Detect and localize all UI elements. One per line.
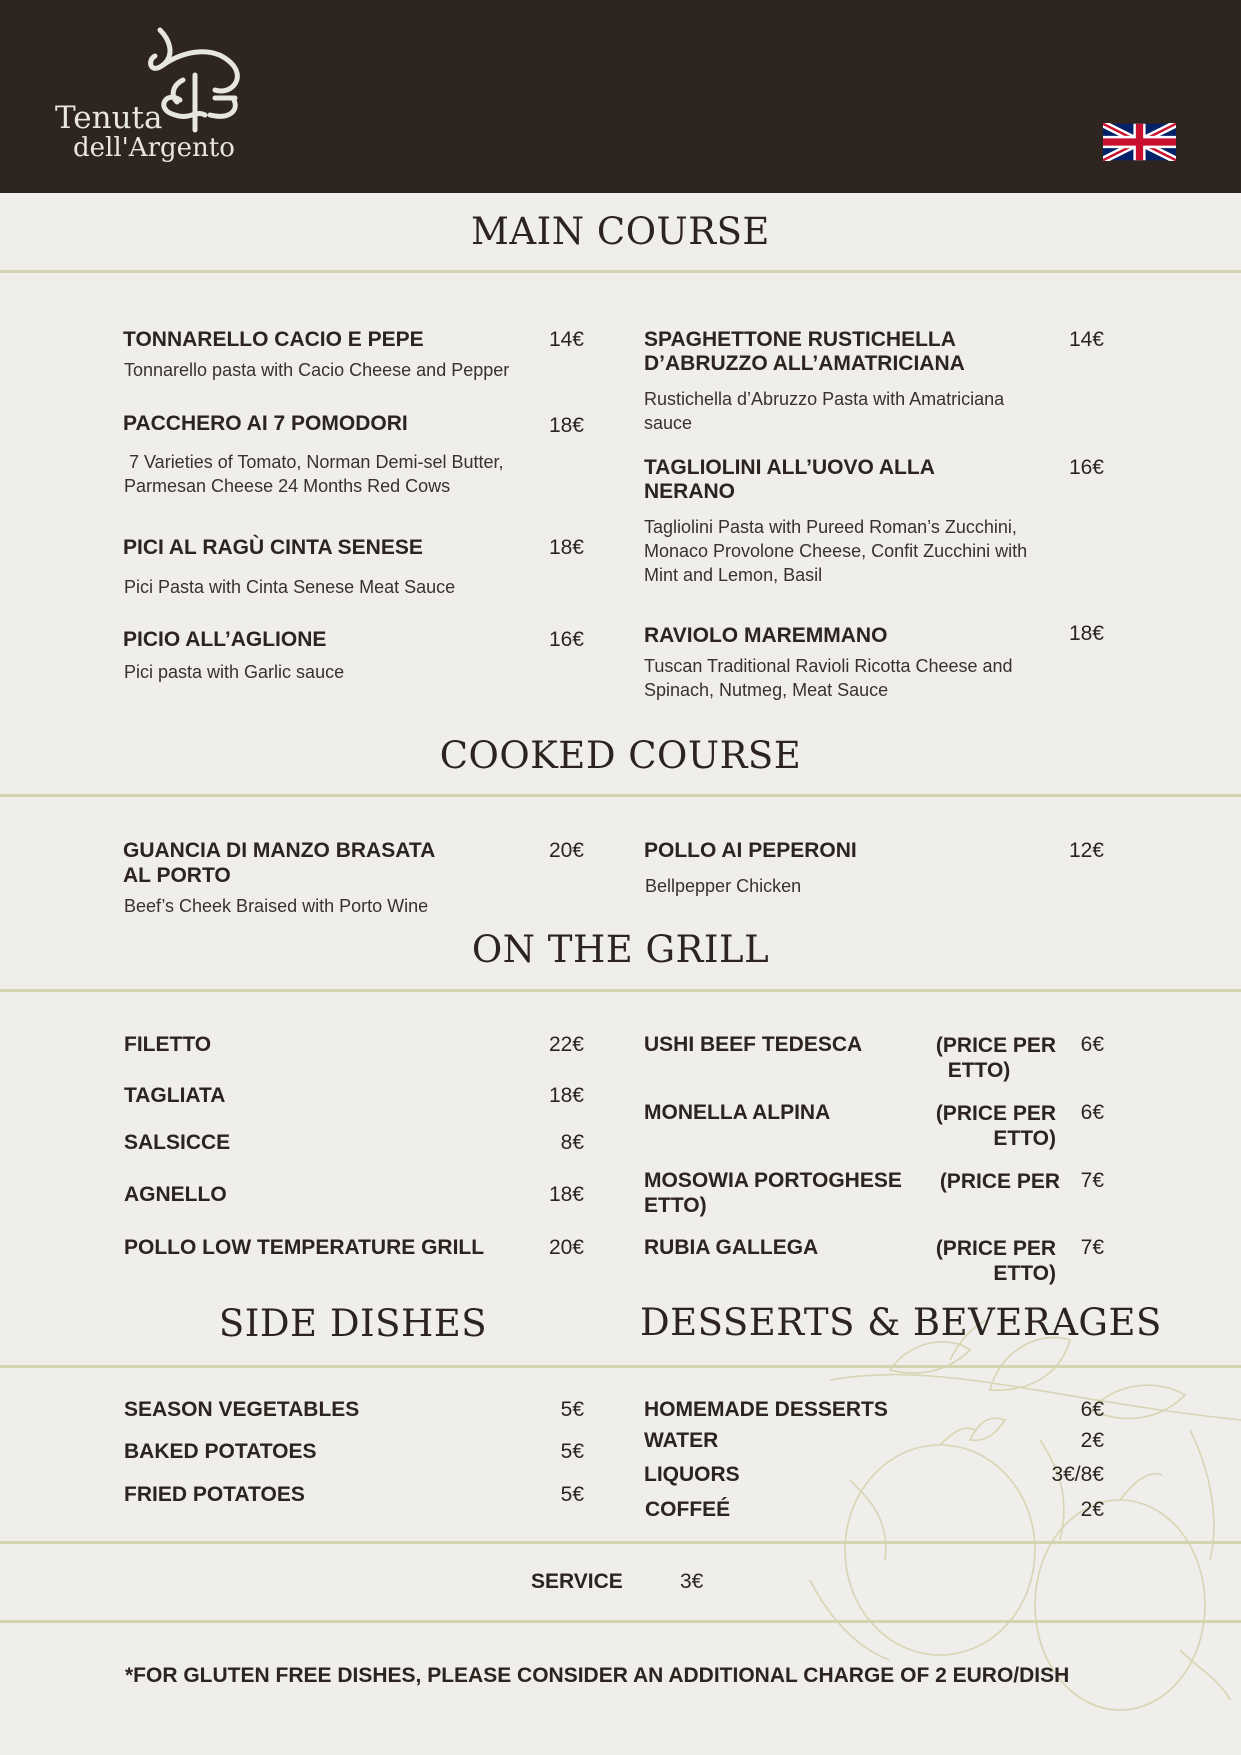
price-per-etto-label: (PRICE PER [939, 1170, 1060, 1193]
price-per-etto-label: (PRICE PER [935, 1034, 1057, 1057]
dish-price: 20€ [548, 839, 584, 862]
dish-price: 18€ [548, 536, 584, 559]
service-label: SERVICE [531, 1570, 623, 1593]
dish-name: POLLO AI PEPERONI [644, 839, 857, 862]
dish-name: SALSICCE [124, 1131, 231, 1154]
dish-description: Rustichella d’Abruzzo Pasta with Amatriciana [644, 389, 1005, 409]
dish-name: FILETTO [124, 1033, 212, 1056]
side-dish-price: 5€ [560, 1440, 584, 1463]
dish-description: Spinach, Nutmeg, Meat Sauce [644, 680, 889, 700]
dessert-name: LIQUORS [644, 1463, 740, 1486]
dish-price: 18€ [548, 1084, 584, 1107]
dessert-name: HOMEMADE DESSERTS [644, 1398, 888, 1421]
dish-price: 20€ [548, 1236, 584, 1259]
main-course-title: MAIN COURSE [471, 210, 770, 253]
dish-description: Mint and Lemon, Basil [644, 565, 823, 585]
dish-name: PICI AL RAGÙ CINTA SENESE [123, 536, 423, 559]
dish-price: 7€ [1080, 1236, 1104, 1259]
dessert-price: 2€ [1080, 1498, 1104, 1521]
dish-name: PACCHERO AI 7 POMODORI [123, 412, 408, 435]
side-dish-price: 5€ [560, 1483, 584, 1506]
dish-name: D’ABRUZZO ALL’AMATRICIANA [644, 352, 965, 375]
dish-price: 6€ [1080, 1033, 1104, 1056]
dish-name: POLLO LOW TEMPERATURE GRILL [124, 1236, 485, 1259]
dessert-name: COFFEÉ [645, 1498, 731, 1521]
dish-description: Pici Pasta with Cinta Senese Meat Sauce [124, 577, 456, 597]
dish-price: 18€ [548, 414, 584, 437]
gluten-free-note: *FOR GLUTEN FREE DISHES, PLEASE CONSIDER AN ADDITIONAL CHARGE OF 2 EURO/DISH [125, 1664, 1070, 1687]
dish-name: RUBIA GALLEGA [644, 1236, 819, 1259]
price-per-etto-label: ETTO) [993, 1262, 1056, 1285]
dish-description: Beef’s Cheek Braised with Porto Wine [124, 896, 429, 916]
price-per-etto-label: (PRICE PER [935, 1102, 1056, 1125]
dish-price: 22€ [548, 1033, 584, 1056]
grill-title: ON THE GRILL [471, 928, 770, 971]
dish-name: GUANCIA DI MANZO BRASATA [123, 839, 436, 862]
side-dish-name: BAKED POTATOES [124, 1440, 317, 1463]
price-per-etto-label: ETTO) [947, 1059, 1011, 1082]
dish-price: 16€ [548, 628, 584, 651]
desserts-title: DESSERTS & BEVERAGES [640, 1301, 1162, 1344]
dish-price: 16€ [1068, 456, 1104, 479]
dish-name: SPAGHETTONE RUSTICHELLA [644, 328, 956, 351]
service-price: 3€ [680, 1570, 704, 1593]
dish-description: Bellpepper Chicken [645, 876, 802, 896]
dish-name: RAVIOLO MAREMMANO [644, 624, 888, 647]
side-dish-name: SEASON VEGETABLES [124, 1398, 360, 1421]
divider [0, 1620, 1241, 1623]
dessert-name: WATER [644, 1429, 719, 1452]
dish-price: 14€ [1068, 328, 1104, 351]
dish-name: AL PORTO [123, 864, 231, 887]
dessert-price: 2€ [1080, 1429, 1104, 1452]
dish-name: NERANO [644, 480, 736, 503]
dish-description: Monaco Provolone Cheese, Confit Zucchini with [644, 541, 1028, 561]
dessert-price: 6€ [1080, 1398, 1104, 1421]
dish-name: USHI BEEF TEDESCA [644, 1033, 863, 1056]
dish-price: 7€ [1080, 1169, 1104, 1192]
dish-name: MONELLA ALPINA [644, 1101, 831, 1124]
dish-name: TAGLIOLINI ALL’UOVO ALLA [644, 456, 935, 479]
dish-name: AGNELLO [124, 1183, 227, 1206]
dish-description: Tagliolini Pasta with Pureed Roman’s Zucchini, [644, 517, 1017, 537]
dish-name: TONNARELLO CACIO E PEPE [123, 328, 424, 351]
price-per-etto-label: ETTO) [993, 1127, 1056, 1150]
divider [0, 1365, 1241, 1368]
divider [0, 989, 1241, 992]
dish-price: 14€ [548, 328, 584, 351]
dish-description: sauce [644, 413, 693, 433]
logo-text-tenuta: Tenuta [55, 100, 163, 136]
dish-name: ETTO) [644, 1194, 707, 1217]
dessert-price: 3€/8€ [1051, 1463, 1104, 1486]
dish-name: PICIO ALL’AGLIONE [123, 628, 327, 651]
uk-flag-icon[interactable] [1103, 123, 1176, 161]
dish-description: Pici pasta with Garlic sauce [124, 662, 345, 682]
side-dishes-title: SIDE DISHES [218, 1302, 488, 1345]
price-per-etto-label: (PRICE PER [935, 1237, 1056, 1260]
divider [0, 270, 1241, 273]
dish-description: Parmesan Cheese 24 Months Red Cows [124, 476, 451, 496]
dish-price: 6€ [1080, 1101, 1104, 1124]
dish-description: Tuscan Traditional Ravioli Ricotta Cheese and [644, 656, 1013, 676]
dish-price: 18€ [548, 1183, 584, 1206]
dish-name: TAGLIATA [124, 1084, 226, 1107]
side-dish-price: 5€ [560, 1398, 584, 1421]
dish-name: MOSOWIA PORTOGHESE [644, 1169, 902, 1192]
dish-description: 7 Varieties of Tomato, Norman Demi-sel Butter, [124, 452, 504, 472]
cooked-course-title: COOKED COURSE [439, 734, 802, 777]
logo [55, 20, 295, 190]
divider [0, 1541, 1241, 1544]
dish-description: Tonnarello pasta with Cacio Cheese and Pepper [124, 360, 510, 380]
dish-price: 8€ [560, 1131, 584, 1154]
dish-price: 18€ [1068, 622, 1104, 645]
divider [0, 794, 1241, 797]
side-dish-name: FRIED POTATOES [124, 1483, 305, 1506]
logo-text-argento: dell'Argento [73, 133, 235, 163]
dish-price: 12€ [1068, 839, 1104, 862]
